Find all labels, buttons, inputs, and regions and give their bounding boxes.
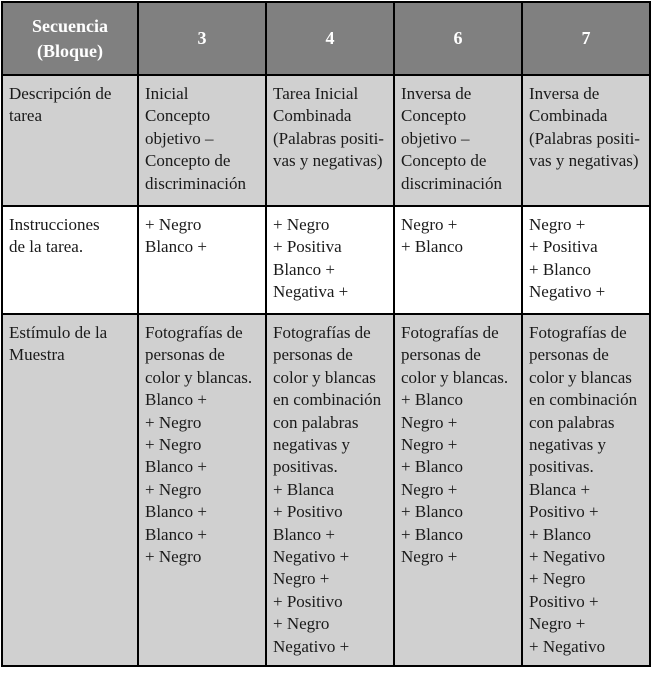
cell-line: Negro + — [529, 215, 586, 234]
cell-line: personas de — [273, 345, 353, 365]
cell-line: + Blanca — [273, 479, 335, 499]
cell-line: Concepto de — [401, 151, 487, 171]
cell-line: Inversa de — [529, 84, 600, 103]
cell-line: Concepto — [401, 106, 467, 126]
label-line: Estímulo de la — [9, 323, 108, 342]
cell-line: + Negro — [273, 215, 330, 234]
cell-line: Negativa + — [273, 282, 349, 302]
cell-line: Combinada — [273, 106, 352, 126]
cell-line: Blanco + — [273, 524, 335, 544]
header-row-label — [2, 2, 138, 75]
cell-line: Fotografías de — [529, 323, 627, 342]
cell-line: Fotografías de — [145, 323, 243, 342]
header-col-4: 4 — [266, 2, 394, 75]
cell-line: objetivo – — [401, 128, 470, 148]
cell-line: + Negro — [145, 547, 202, 567]
cell-line: + Positivo — [273, 591, 343, 611]
label-line: Muestra — [9, 345, 65, 365]
cell-line: + Negro — [273, 614, 330, 634]
cell-line: positivas. — [529, 457, 594, 477]
cell-line: Tarea Inicial — [273, 84, 359, 103]
cell-line: Fotografías de — [401, 323, 499, 342]
cell-line: + Blanco — [401, 502, 463, 522]
cell-line: color y blancas. — [401, 367, 509, 387]
cell-line: Concepto de — [145, 151, 231, 171]
header-col-3: 3 — [138, 2, 266, 75]
cell-line: Negro + — [529, 614, 586, 634]
cell-line: en combinación — [273, 390, 382, 410]
cell-line: Blanco + — [145, 502, 207, 522]
cell-line: + Positivo — [273, 502, 343, 522]
cell-line: Negativo + — [529, 282, 606, 302]
cell-line: Blanca + — [529, 479, 591, 499]
cell — [266, 75, 394, 206]
header-col-7: 7 — [522, 2, 650, 75]
cell-line: Negro + — [401, 547, 458, 567]
cell-line: Negro + — [273, 569, 330, 589]
row-label — [2, 75, 138, 206]
header-row — [2, 2, 650, 75]
cell-line: Blanco + — [145, 237, 207, 257]
cell-line: Inversa de — [401, 84, 472, 103]
cell — [522, 206, 650, 314]
cell — [522, 314, 650, 666]
cell-line: + Negro — [145, 435, 202, 455]
label-line: de la tarea. — [9, 237, 84, 257]
cell-line: color y blancas — [529, 367, 632, 387]
cell-line: color y blancas. — [145, 367, 253, 387]
cell-line: personas de — [401, 345, 481, 365]
cell — [138, 314, 266, 666]
cell-line: vas y negativas) — [529, 151, 639, 171]
cell — [522, 75, 650, 206]
cell-line: Negro + — [401, 215, 458, 234]
cell-line: + Blanco — [401, 524, 463, 544]
row-label — [2, 206, 138, 314]
label-line: Instrucciones — [9, 215, 100, 234]
cell — [138, 75, 266, 206]
header-label-line: (Bloque) — [36, 40, 103, 61]
cell-line: (Palabras positi- — [273, 128, 384, 148]
cell-line: Concepto — [145, 106, 211, 126]
cell-line: + Blanco — [401, 237, 463, 257]
row-sample-stimulus — [2, 314, 650, 666]
row-label — [2, 314, 138, 666]
cell-line: Combinada — [529, 106, 608, 126]
cell-line: + Blanco — [401, 390, 463, 410]
cell-line: + Negro — [145, 412, 202, 432]
cell — [138, 206, 266, 314]
cell-line: + Negro — [145, 479, 202, 499]
cell-line: + Blanco — [401, 457, 463, 477]
cell-line: + Blanco — [529, 524, 591, 544]
cell-line: Blanco + — [273, 259, 335, 279]
cell-line: + Negro — [145, 215, 202, 234]
cell-line: negativas y — [529, 435, 606, 455]
cell-line: Fotografías de — [273, 323, 371, 342]
cell-line: vas y negativas) — [273, 151, 383, 171]
cell — [394, 75, 522, 206]
cell-line: Inicial — [145, 84, 189, 103]
cell-line: con palabras — [529, 412, 615, 432]
label-line: Descripción de — [9, 84, 112, 103]
cell-line: discriminación — [145, 173, 247, 193]
cell — [266, 206, 394, 314]
sequence-table — [1, 1, 651, 667]
cell — [394, 314, 522, 666]
cell — [266, 314, 394, 666]
cell-line: Blanco + — [145, 457, 207, 477]
cell-line: color y blancas — [273, 367, 376, 387]
cell-line: Positivo + — [529, 591, 599, 611]
cell-line: personas de — [529, 345, 609, 365]
cell-line: Blanco + — [145, 390, 207, 410]
cell-line: + Negativo — [529, 547, 606, 567]
cell-line: positivas. — [273, 457, 338, 477]
cell-line: discriminación — [401, 173, 503, 193]
cell-line: + Negativo — [529, 636, 606, 656]
cell-line: Negro + — [401, 479, 458, 499]
label-line: tarea — [9, 106, 43, 126]
cell-line: + Positiva — [273, 237, 342, 257]
cell-line: Negro + — [401, 412, 458, 432]
cell-line: + Positiva — [529, 237, 598, 257]
cell-line: Negativo + — [273, 547, 350, 567]
header-label-line: Secuencia — [32, 15, 108, 36]
cell-line: Negativo + — [273, 636, 350, 656]
header-col-6: 6 — [394, 2, 522, 75]
cell-line: + Negro — [529, 569, 586, 589]
cell — [394, 206, 522, 314]
cell-line: (Palabras positi- — [529, 128, 640, 148]
cell-line: negativas y — [273, 435, 350, 455]
cell-line: + Blanco — [529, 259, 591, 279]
row-task-description — [2, 75, 650, 206]
cell-line: Negro + — [401, 435, 458, 455]
cell-line: en combinación — [529, 390, 638, 410]
cell-line: Blanco + — [145, 524, 207, 544]
cell-line: con palabras — [273, 412, 359, 432]
cell-line: objetivo – — [145, 128, 214, 148]
row-task-instructions — [2, 206, 650, 314]
cell-line: Positivo + — [529, 502, 599, 522]
cell-line: personas de — [145, 345, 225, 365]
